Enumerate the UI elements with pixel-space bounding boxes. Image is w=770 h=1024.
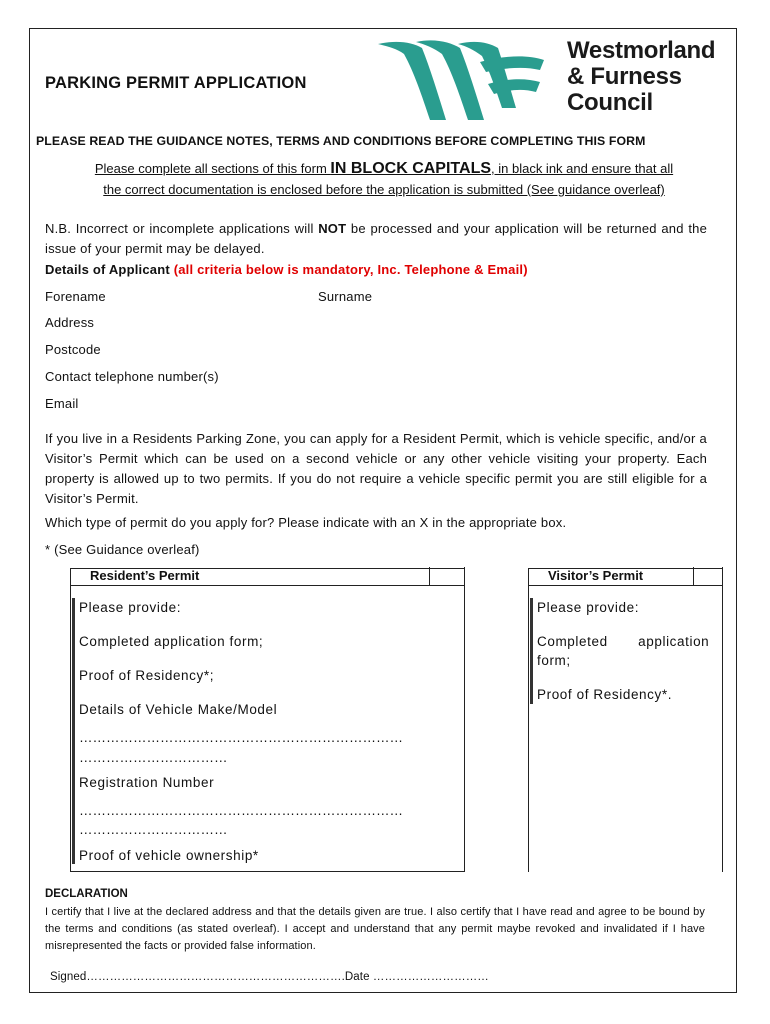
email-label: Email: [45, 396, 79, 411]
postcode-label: Postcode: [45, 342, 101, 357]
instructions-line-1: [36, 160, 732, 178]
resident-please-provide: Please provide:: [79, 600, 182, 615]
resident-registration-dots-2[interactable]: ……………………………: [79, 822, 228, 837]
forename-label: Forename: [45, 289, 106, 304]
phone-label: Contact telephone number(s): [45, 369, 219, 384]
resident-item-registration: Registration Number: [79, 775, 215, 790]
resident-item-ownership: Proof of vehicle ownership*: [79, 848, 259, 863]
resident-permit-title: Resident’s Permit: [90, 568, 200, 583]
visitor-please-provide: Please provide:: [537, 600, 640, 615]
instructions-block-capitals: IN BLOCK CAPITALS: [330, 160, 492, 177]
resident-item-application-form: Completed application form;: [79, 634, 264, 649]
signature-date-line[interactable]: Signed………………………………………………………….Date …………………………: [50, 971, 489, 983]
visitor-item-application-form: Completed application: [537, 634, 710, 649]
see-guidance-note: * (See Guidance overleaf): [45, 542, 200, 557]
resident-vehicle-dots-2[interactable]: ……………………………: [79, 750, 228, 765]
visitor-item-proof-residency: Proof of Residency*.: [537, 687, 673, 702]
visitor-side-bar: [530, 598, 533, 704]
mandatory-note: (all criteria below is mandatory, Inc. Telephone & Email): [173, 262, 528, 277]
resident-registration-dots-1[interactable]: ………………………………………………………………: [79, 803, 403, 818]
applicant-heading: [45, 262, 528, 277]
resident-side-bar: [72, 598, 75, 864]
nb-bold: NOT: [318, 221, 347, 236]
council-name: [567, 38, 715, 116]
council-line-1: Westmorland: [567, 37, 716, 64]
applicant-heading-text: Details of Applicant: [45, 262, 174, 277]
resident-vehicle-dots-1[interactable]: ………………………………………………………………: [79, 730, 403, 745]
guidance-heading: PLEASE READ THE GUIDANCE NOTES, TERMS AND CONDITIONS BEFORE COMPLETING THIS FORM: [36, 134, 646, 148]
nb-post: be processed and your application will be returned and the issue of your permit may be delayed.: [45, 221, 708, 256]
visitor-item-form-cont: form;: [537, 653, 571, 668]
declaration-text: I certify that I live at the declared address and that the details given are true. I also certify that I have read and agree to be bound by the terms and conditions (as stated overleaf). I accept and understand that any permit maybe revoked and invalidated if I have misrepresented the facts or provided false information.: [45, 906, 705, 952]
zone-paragraph: If you live in a Residents Parking Zone, you can apply for a Resident Permit, which is vehicle specific, and/or a Visitor’s Permit which can be used on a second vehicle or any other vehicle visiting your property. Each property is allowed up to two permits. If you do not require a vehicle specific permit you are still eligible for a Visitor’s Permit.: [45, 431, 707, 506]
instructions-line-2: the correct documentation is enclosed before the application is submitted (See guidance overleaf): [103, 182, 665, 197]
resident-item-proof-residency: Proof of Residency*;: [79, 668, 215, 683]
instructions-pre: Please complete all sections of this form: [94, 161, 331, 176]
nb-pre: N.B. Incorrect or incomplete applications will: [45, 221, 319, 236]
council-line-2: & Furness: [567, 63, 682, 90]
form-title: PARKING PERMIT APPLICATION: [45, 74, 307, 92]
declaration-title: DECLARATION: [45, 888, 128, 900]
surname-label: Surname: [318, 289, 373, 304]
permit-type-question: Which type of permit do you apply for? Please indicate with an X in the appropriate box.: [45, 515, 567, 530]
visitor-permit-title: Visitor’s Permit: [548, 568, 644, 583]
nb-note: [45, 219, 707, 259]
wf-wave-logo-icon: [376, 38, 561, 124]
resident-item-vehicle-details: Details of Vehicle Make/Model: [79, 702, 278, 717]
council-line-3: Council: [567, 89, 653, 116]
instructions-post: , in black ink and ensure that all: [491, 161, 674, 176]
address-label: Address: [45, 315, 95, 330]
